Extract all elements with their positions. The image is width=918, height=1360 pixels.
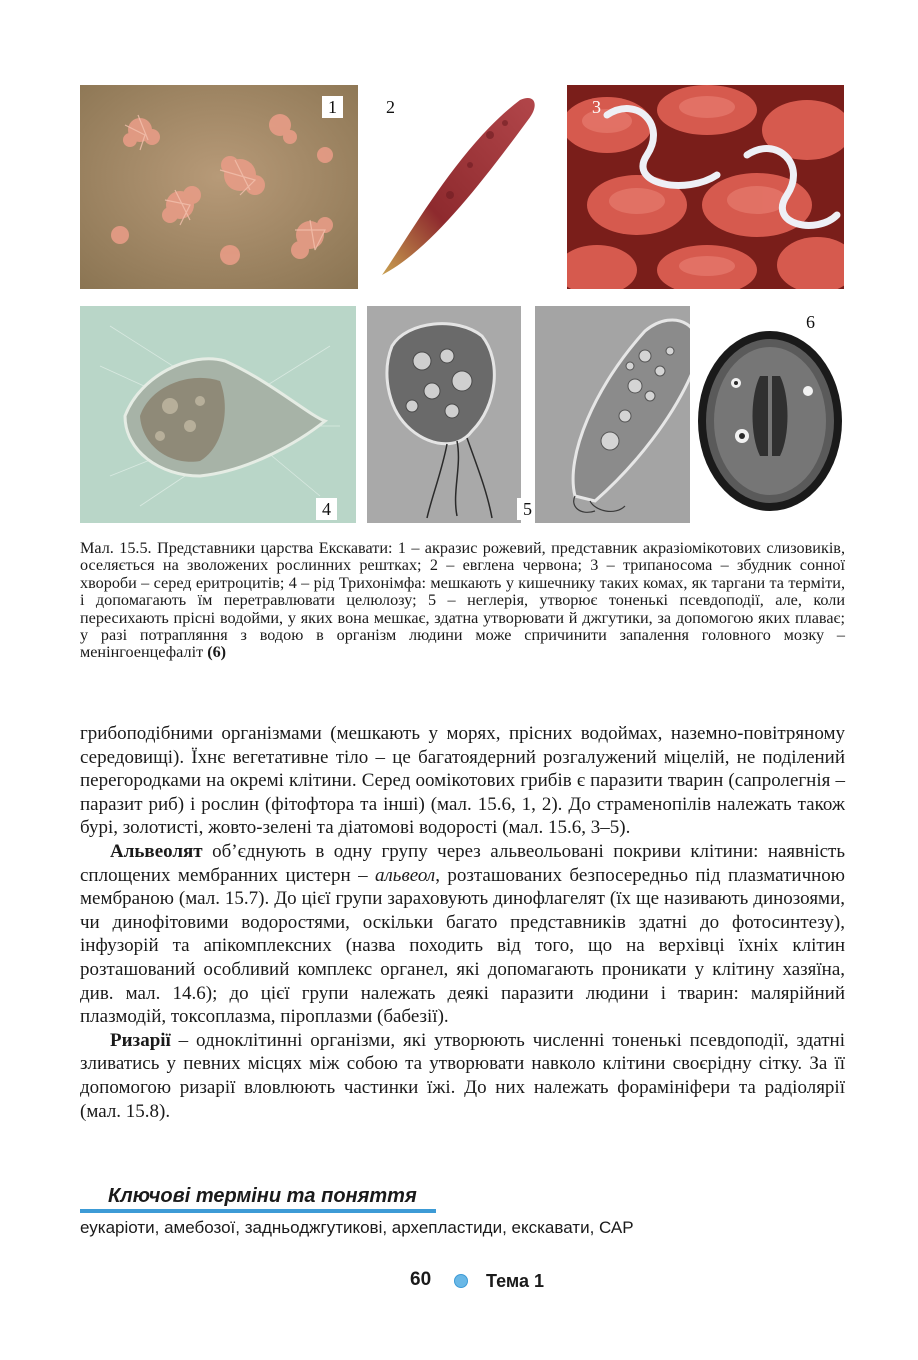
caption-suffix: (6) xyxy=(207,643,227,662)
paragraph-alveolata-text-b: , розташованих безпосередньо під плазматичною мембраною (мал. 15.7). До цієї групи зараховують динофлагелят (їх ще називають динозоями, чи динофітовими водоростями, оскільки багато представників здатні до фотосинтезу), інфузорій та апікомплексних (назва походить від того, що на верхівці їхніх клітин розташований особливий комплекс органел, які допомагають проникати у клітину хазяїна, див. мал. 14.6); до цієї групи належать деякі паразити людини і тварин: малярійний плазмодій, токсоплазма, піроплазми (бабезії). xyxy=(80,864,845,1028)
body-text xyxy=(80,722,845,1123)
paragraph-rhizaria-text: – одноклітинні організми, які утворюють численні тоненькі псевдоподії, здатні зливатись у певних місцях між собою та утворювати навколо клітини своєрідну сітку. За її допомогою ризарії вловлюють частинки їжі. До них належать форамініфери та радіолярії (мал. 15.8). xyxy=(80,1029,845,1122)
paragraph-rhizaria xyxy=(80,1029,845,1123)
figure-image-brain-mri xyxy=(690,306,845,523)
footer-dot-icon xyxy=(454,1274,468,1288)
caption-prefix: Мал. 15.5. xyxy=(80,539,152,557)
topic-label: Тема 1 xyxy=(486,1271,544,1291)
figure-label-4: 4 xyxy=(316,498,337,520)
key-terms-title: Ключові терміни та поняття xyxy=(80,1183,436,1213)
term-alveoli: альвеол xyxy=(375,864,436,886)
figure-image-acrasis xyxy=(80,85,358,289)
paragraph-alveolata xyxy=(80,840,845,1029)
figure-caption xyxy=(80,540,845,662)
paragraph-alveolata-text-a: об’єднують в одну групу через альвеольовані покриви клітини: наявність сплощених мембранних цистерн – xyxy=(80,840,845,886)
figure-label-1: 1 xyxy=(322,96,343,118)
term-alveolata: Альвеолят xyxy=(110,840,203,862)
key-terms-list: еукаріоти, амебозої, задньоджгутикові, архепластиди, екскавати, САР xyxy=(80,1218,634,1237)
caption-text: Представники царства Екскавати: 1 – акразис рожевий, представник акразіомікотових слизовиків, оселяється на зволожених рослинних рештках; 2 – евглена червона; 3 – трипаносома – збудник сонної хвороби – серед еритроцитів; 4 – рід Трихонімфа: мешкають у кишечнику таких комах, як таргани та терміти, і допомагають їм перетравлювати целюлозу; 5 – неглерія, утворює тоненькі псевдоподії, але, коли пересихають прісні водойми, у яких вона мешкає, здатна утворювати й джгутики, за допомогою яких плаває; у разі потрапляння з водою в організм людини може спричинити запалення головного мозку – менінгоенцефаліт xyxy=(80,539,846,662)
figure-label-6: 6 xyxy=(806,312,815,332)
figure-image-trichonympha xyxy=(80,306,356,523)
figure-image-naegleria-amoeba xyxy=(367,306,521,523)
page-footer xyxy=(0,1267,918,1295)
term-rhizaria: Ризарії xyxy=(110,1029,171,1051)
figure-image-trypanosoma xyxy=(567,85,844,289)
figure-label-3: 3 xyxy=(592,97,601,117)
figure-label-2: 2 xyxy=(386,97,395,117)
figure-label-5: 5 xyxy=(517,498,538,520)
paragraph-1: грибоподібними організмами (мешкають у морях, прісних водоймах, наземно-повітряному середовищі). Їхнє вегетативне тіло – це багатоядерний розгалужений міцелій, не поділений перегородками на окремі клітини. Серед оомікотових грибів є паразити тварин (сапролегнія – паразит риб) і рослин (фітофтора та інші) (мал. 15.6, 1, 2). До страменопілів належать також бурі, золотисті, жовто-зелені та діатомові водорості (мал. 15.6, 3–5). xyxy=(80,723,845,839)
page-number: 60 xyxy=(410,1269,432,1290)
